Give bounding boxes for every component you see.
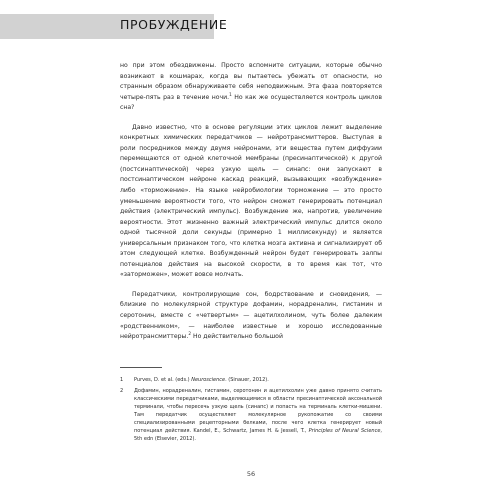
paragraph-1-text-a: но при этом обездвижены. Просто вспомните ситуации, которые обычно возникают в кошмарах, когда вы пытаетесь убежать от опасности, но странным образом обнаруживаете себя неподвижным. Эта фаза повторяется четыре-пять раз в течение ночи. — [120, 62, 382, 101]
paragraph-1 — [120, 61, 382, 114]
running-header: ПРОБУЖДЕНИЕ — [120, 17, 228, 32]
footnote-1 — [120, 376, 382, 384]
paragraph-1-text-b: Но как же осуществляется контроль циклов сна? — [120, 93, 382, 112]
paragraph-3 — [120, 290, 382, 343]
footnote-ref-1[interactable]: 1 — [229, 91, 232, 97]
page-number: 56 — [246, 470, 256, 478]
footnotes — [120, 376, 382, 445]
footnote-text — [134, 376, 382, 384]
footnote-text — [134, 387, 382, 443]
footnote-2 — [120, 387, 382, 443]
footnote-number: 1 — [120, 377, 124, 383]
footnote-text-pre: Purves, D. et al. (eds.) — [134, 377, 192, 383]
paragraph-3-text-a: Передатчики, контролирующие сон, бодрствование и сновидения, — близкие по молекулярной структуре дофамин, норадреналин, гистамин и серотонин, вместе с «четвертым» — ацетилхолином, чуть более далеким «родственником», — наиболее известные и хорошо исследованные нейротрансмиттеры. — [120, 290, 382, 341]
body-text — [120, 61, 382, 343]
footnote-text-post: , 5th edn (Elsevier, 2012). — [134, 427, 382, 442]
footnote-book-title: Neuroscience — [191, 377, 226, 383]
footnote-text-post: . (Sinauer, 2012). — [225, 377, 269, 383]
paragraph-2: Давно известно, что в основе регуляции этих циклов лежит выделение конкретных химических передатчиков — нейротрансмиттеров. Выступая в роли посредников между двумя нейронами, эти вещества путем диффузии перемещаются от одной клеточной мембраны (пресинаптической) к другой (постсинаптической) через узкую щель — синапс: они запускают в постсинаптическом нейроне каскад реакций, вызывающих «возбуждение» либо «торможение». На языке нейробиологии торможение — это просто уменьшение вероятности того, что нейрон сможет генерировать потенциал действия (электрический импульс). Возбуждение же, напротив, увеличение вероятности. Этот жизненно важный электрический импульс длится около одной тысячной доли секунды (примерно 1 миллисекунду) и является универсальным признаком того, что клетка мозга активна и сигнализирует об этом следующей клетке. Возбужденный нейрон будет генерировать залпы потенциалов действия на высокой скорости, в то время как тот, что «заторможен», может вовсе молчать. — [120, 123, 382, 279]
footnote-number: 2 — [120, 387, 124, 394]
footnote-book-title: Principles of Neural Science — [308, 427, 381, 434]
footnote-divider — [120, 367, 162, 368]
footnote-ref-2[interactable]: 2 — [188, 331, 191, 337]
paragraph-3-text-b: Но действительно большой — [191, 333, 283, 341]
footnote-text-pre: Дофамин, норадреналин, гистамин, серотонин и ацетилхолин уже давно принято считать классическими передатчиками, выделяющимися в области пресинаптической аксональной терминали, чтобы пересечь узкую щель (синапс) и попасть на терминаль клетки-мишени. Там передатчик осуществляет молекулярное рукопожатие со своими специализированными рецепторными белками, после чего клетка генерирует новый потенциал действия. Kandel, E., Schwartz, James H. & Jessell, T., — [134, 387, 382, 434]
